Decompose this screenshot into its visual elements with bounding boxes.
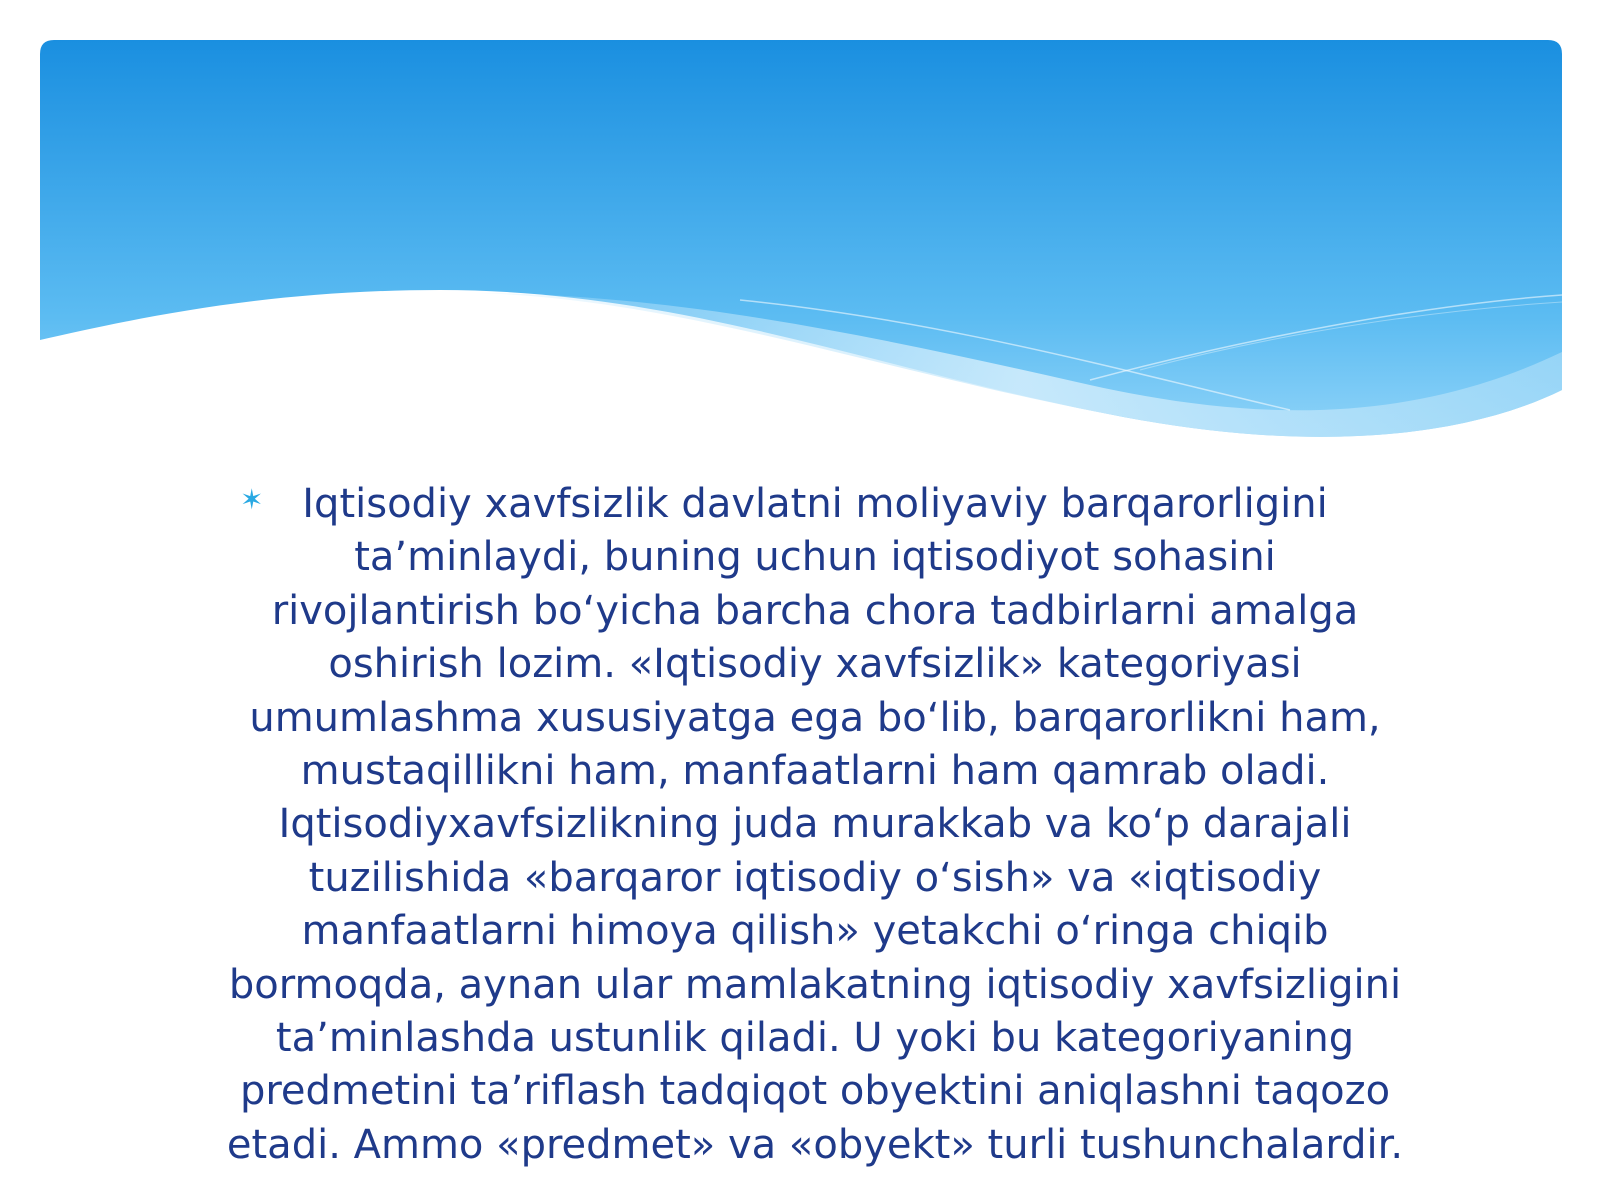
bullet-star-icon: ✶: [240, 483, 264, 516]
header-wave-banner: [40, 40, 1562, 460]
slide-body-text: Iqtisodiy xavfsizlik davlatni moliyaviy barqarorligini ta’minlaydi, buning uchun iqtisodiyot sohasini rivojlantirish bo‘yicha barcha chora tadbirlarni amalga oshirish lozim. «Iqtisodiy xavfsizlik» kategoriyasi umumlashma xususiyatga ega bo‘lib, barqarorlikni ham, mustaqillikni ham, manfaatlarni ham qamrab oladi. Iqtisodiyxavfsizlikning juda murakkab va ko‘p darajali tuzilishida «barqaror iqtisodiy o‘sish» va «iqtisodiy manfaatlarni himoya qilish» yetakchi o‘ringa chiqib bormoqda, aynan ular mamlakatning iqtisodiy xavfsizligini ta’minlashda ustunlik qiladi. U yoki bu kategoriyaning predmetini ta’riflash tadqiqot obyektini aniqlashni taqozo etadi. Ammo «predmet» va «obyekt» turli tushunchalardir.: [226, 481, 1404, 1168]
banner-fill: [40, 40, 1562, 437]
